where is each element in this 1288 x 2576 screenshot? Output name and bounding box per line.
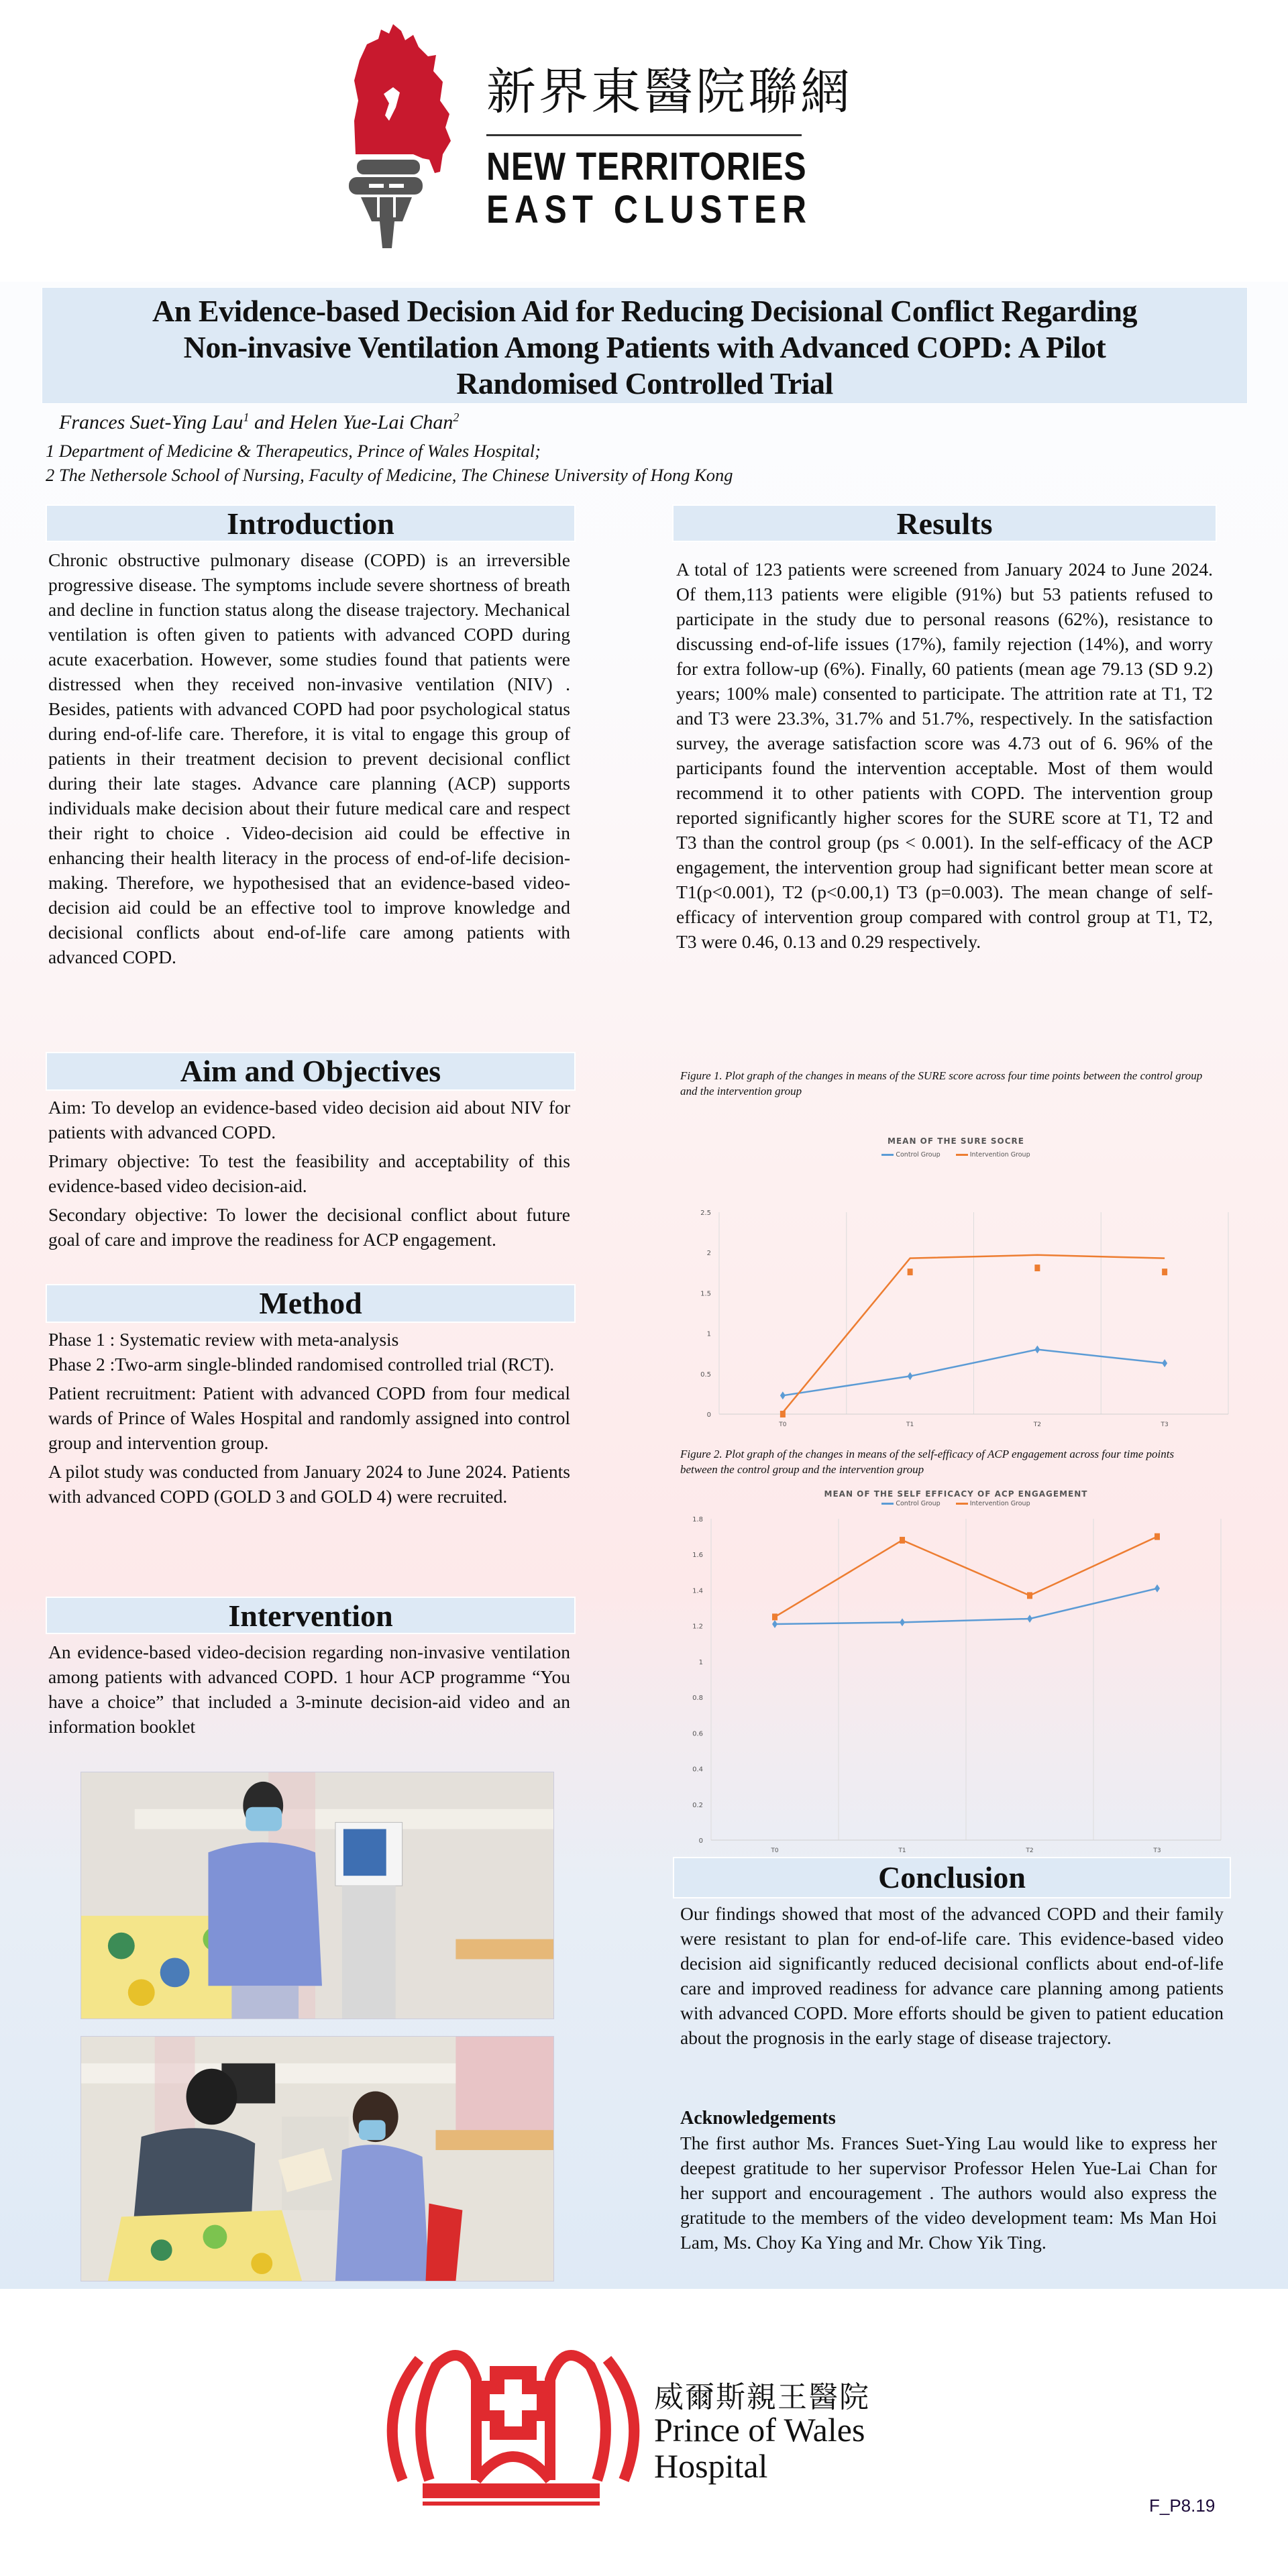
author-list (59, 411, 459, 434)
recruitment: Patient recruitment: Patient with advanced COPD from four medical wards of Prince of Wales Hospital and randomly assigned into control group and intervention group. (48, 1383, 570, 1453)
hospital-name-en-line2: Hospital (654, 2447, 768, 2485)
svg-text:T3: T3 (1153, 1847, 1161, 1854)
hospital-name-en (654, 2412, 865, 2484)
svg-text:1.6: 1.6 (692, 1552, 703, 1560)
acknowledgements (680, 2106, 1217, 2259)
method-heading: Method (46, 1284, 576, 1323)
poster-code: F_P8.19 (1149, 2496, 1216, 2516)
aims-heading: Aim and Objectives (46, 1052, 576, 1091)
cluster-name-zh: 新界東醫院聯網 (486, 63, 853, 121)
svg-text:0: 0 (706, 1411, 711, 1419)
svg-text:1: 1 (698, 1658, 703, 1666)
pilot-study: A pilot study was conducted from January 2024 to June 2024. Patients with advanced COPD (GOLD 3 and GOLD 4) were recruited. (48, 1461, 570, 1507)
acknowledgements-text: The first author Ms. Frances Suet-Ying Lau would like to express her deepest gratitude to her supervisor Professor Helen Yue-Lai Chan for her support and encouragement . The authors would also express the gratitude to the members of the video development team: Ms Man Hoi Lam, Ms. Choy Ka Ying and Mr. Chow Yik Ting. (680, 2133, 1217, 2253)
phase-2: Phase 2 :Two-arm single-blinded randomised controlled trial (RCT). (48, 1354, 555, 1375)
svg-text:T3: T3 (1161, 1421, 1169, 1428)
acknowledgements-heading: Acknowledgements (680, 2108, 836, 2129)
author-joiner: and (249, 411, 290, 433)
legend-intervention: Intervention Group (956, 1500, 1030, 1507)
aims-text (48, 1095, 570, 1256)
intervention-heading: Intervention (46, 1597, 576, 1634)
pwh-crown-cross-icon (382, 2339, 644, 2514)
secondary-objective: Secondary objective: To lower the decisional conflict about future goal of care and improve the readiness for ACP engagement. (48, 1204, 570, 1250)
intervention-photo-2 (80, 2036, 554, 2282)
poster-body (0, 282, 1288, 2289)
svg-text:T2: T2 (1033, 1421, 1041, 1428)
svg-text:1.4: 1.4 (692, 1587, 703, 1595)
svg-text:T1: T1 (906, 1421, 914, 1428)
svg-text:0.8: 0.8 (692, 1695, 703, 1703)
title-line-3: Randomised Controlled Trial (456, 366, 833, 400)
title-line-1: An Evidence-based Decision Aid for Reducing Decisional Conflict Regarding (152, 294, 1137, 328)
svg-text:2.5: 2.5 (700, 1210, 711, 1217)
svg-text:T0: T0 (779, 1421, 787, 1428)
svg-text:1.5: 1.5 (700, 1290, 711, 1298)
svg-text:T2: T2 (1026, 1847, 1034, 1854)
results-paragraph: A total of 123 patients were screened from January 2024 to June 2024. Of them,113 patients were eligible (91%) but 53 patients refused to participate in the study due to personal reasons (62%), resistance to discussing end-of-life issues (17%), family rejection (14%), and worry for extra follow-up (6%). Finally, 60 patients (mean age 79.13 (SD 9.2) years; 100% male) consented to participate. The attrition rate at T1, T2 and T3 were 23.3%, 31.7% and 51.7%, respectively. In the satisfaction survey, the average satisfaction score was 4.73 out of 6. 96% of the participants found the intervention acceptable. Most of them would recommend it to other patients with COPD. The intervention group reported significantly higher scores for the SURE score at T1, T2 and T3 than the control group (ps < 0.001). In the self-efficacy of the ACP engagement, the intervention group had significant better mean score at T1(p<0.001), T2 (p<0.00,1) T3 (p=0.003). The mean change of self-efficacy of intervention group compared with control group at T1, T2, T3 were 0.46, 0.13 and 0.29 respectively. (676, 559, 1213, 952)
method-text (48, 1327, 570, 1513)
author-2-affiliation: 2 (453, 411, 460, 424)
intervention-photo-1 (80, 1772, 554, 2019)
cluster-name-en-line1: NEW TERRITORIES (486, 145, 807, 189)
sure-score-chart (684, 1114, 1228, 1428)
affiliation-2: 2 The Nethersole School of Nursing, Faculty of Medicine, The Chinese University of Hong Kong (46, 465, 733, 485)
aim-paragraph: Aim: To develop an evidence-based video decision aid about NIV for patients with advanced COPD. (48, 1097, 570, 1142)
primary-objective: Primary objective: To test the feasibility and acceptability of this evidence-based video decision-aid. (48, 1150, 570, 1196)
author-2: Helen Yue-Lai Chan (289, 411, 453, 433)
chart-2-title: MEAN OF THE SELF EFFICACY OF ACP ENGAGEMENT (824, 1489, 1088, 1499)
footer (0, 2289, 1288, 2576)
legend-control: Control Group (881, 1500, 940, 1507)
phase-1: Phase 1 : Systematic review with meta-analysis (48, 1329, 399, 1350)
photo-nurse-booklet (81, 2037, 553, 2281)
ntec-wordmark (486, 63, 853, 231)
divider (486, 134, 802, 136)
svg-text:0.2: 0.2 (692, 1801, 703, 1809)
svg-text:2: 2 (706, 1250, 711, 1258)
intervention-paragraph: An evidence-based video-decision regarding non-invasive ventilation among patients with advanced COPD. 1 hour ACP programme “You have a choice” that included a 3-minute decision-aid video and an information booklet (48, 1642, 570, 1737)
photo-nurse-ventilator (81, 1772, 553, 2019)
figure-2-caption: Figure 2. Plot graph of the changes in means of the self-efficacy of ACP engagement across four time points between the control group and the intervention group (680, 1448, 1175, 1476)
conclusion-text (680, 1901, 1224, 2054)
svg-text:0.5: 0.5 (700, 1371, 711, 1379)
svg-text:0.4: 0.4 (692, 1766, 703, 1774)
pwh-logo (382, 2339, 932, 2514)
introduction-text (48, 547, 570, 973)
introduction-heading: Introduction (46, 504, 576, 542)
chart-1-title: MEAN OF THE SURE SOCRE (888, 1136, 1024, 1146)
hospital-name-en-line1: Prince of Wales (654, 2411, 865, 2449)
header (0, 0, 1288, 282)
conclusion-heading: Conclusion (673, 1857, 1231, 1898)
legend-control: Control Group (881, 1151, 940, 1159)
svg-text:T1: T1 (898, 1847, 906, 1854)
sure-score-plot (684, 1114, 1228, 1428)
self-efficacy-plot (684, 1489, 1228, 1854)
results-heading: Results (672, 504, 1217, 542)
intervention-text (48, 1640, 570, 1743)
torch-map-icon (349, 20, 456, 248)
svg-text:1.8: 1.8 (692, 1516, 703, 1523)
title-line-2: Non-invasive Ventilation Among Patients with Advanced COPD: A Pilot (183, 330, 1106, 364)
svg-text:T0: T0 (771, 1847, 779, 1854)
affiliation-1: 1 Department of Medicine & Therapeutics, Prince of Wales Hospital; (46, 441, 541, 461)
author-1-affiliation: 1 (243, 411, 250, 424)
legend-intervention: Intervention Group (956, 1151, 1030, 1159)
results-text (676, 557, 1213, 958)
poster-title (42, 287, 1248, 404)
svg-text:1: 1 (706, 1330, 711, 1338)
conclusion-paragraph: Our findings showed that most of the advanced COPD and their family were resistant to plan for end-of-life care. This evidence-based video decision aid significantly reduced decisional conflicts about end-of-life care and improved readiness for advance care planning among patients with advanced COPD. More efforts should be given to patient education about the prognosis in the early stage of disease trajectory. (680, 1903, 1224, 2048)
ntec-logo (349, 20, 939, 248)
svg-text:0: 0 (698, 1837, 703, 1845)
svg-text:0.6: 0.6 (692, 1730, 703, 1738)
self-efficacy-chart (684, 1489, 1228, 1854)
svg-text:1.2: 1.2 (692, 1623, 703, 1631)
hospital-name-zh: 威爾斯親王醫院 (654, 2380, 870, 2414)
figure-1-caption: Figure 1. Plot graph of the changes in means of the SURE score across four time points between the control group and the intervention group (680, 1069, 1203, 1097)
author-1: Frances Suet-Ying Lau (59, 411, 244, 433)
introduction-paragraph: Chronic obstructive pulmonary disease (COPD) is an irreversible progressive disease. The symptoms include severe shortness of breath and decline in function status along the disease trajectory. Mechanical ventilation is often given to patients with advanced COPD during acute exacerbation. However, some studies found that patients were distressed when they received non-invasive ventilation (NIV) . Besides, patients with advanced COPD had poor psychological status during end-of-life care. Therefore, it is vital to engage this group of patients in their treatment decision to prevent decisional conflict during their late stages. Advance care planning (ACP) supports individuals make decision about their future medical care and respect their right to choice . Video-decision aid could be effective in enhancing their health literacy in the process of end-of-life decision-making. Therefore, we hypothesised that an evidence-based video-decision aid could be an effective tool to improve knowledge and decisional conflicts about end-of-life care among patients with advanced COPD. (48, 549, 570, 967)
cluster-name-en-line2: EAST CLUSTER (486, 188, 812, 231)
